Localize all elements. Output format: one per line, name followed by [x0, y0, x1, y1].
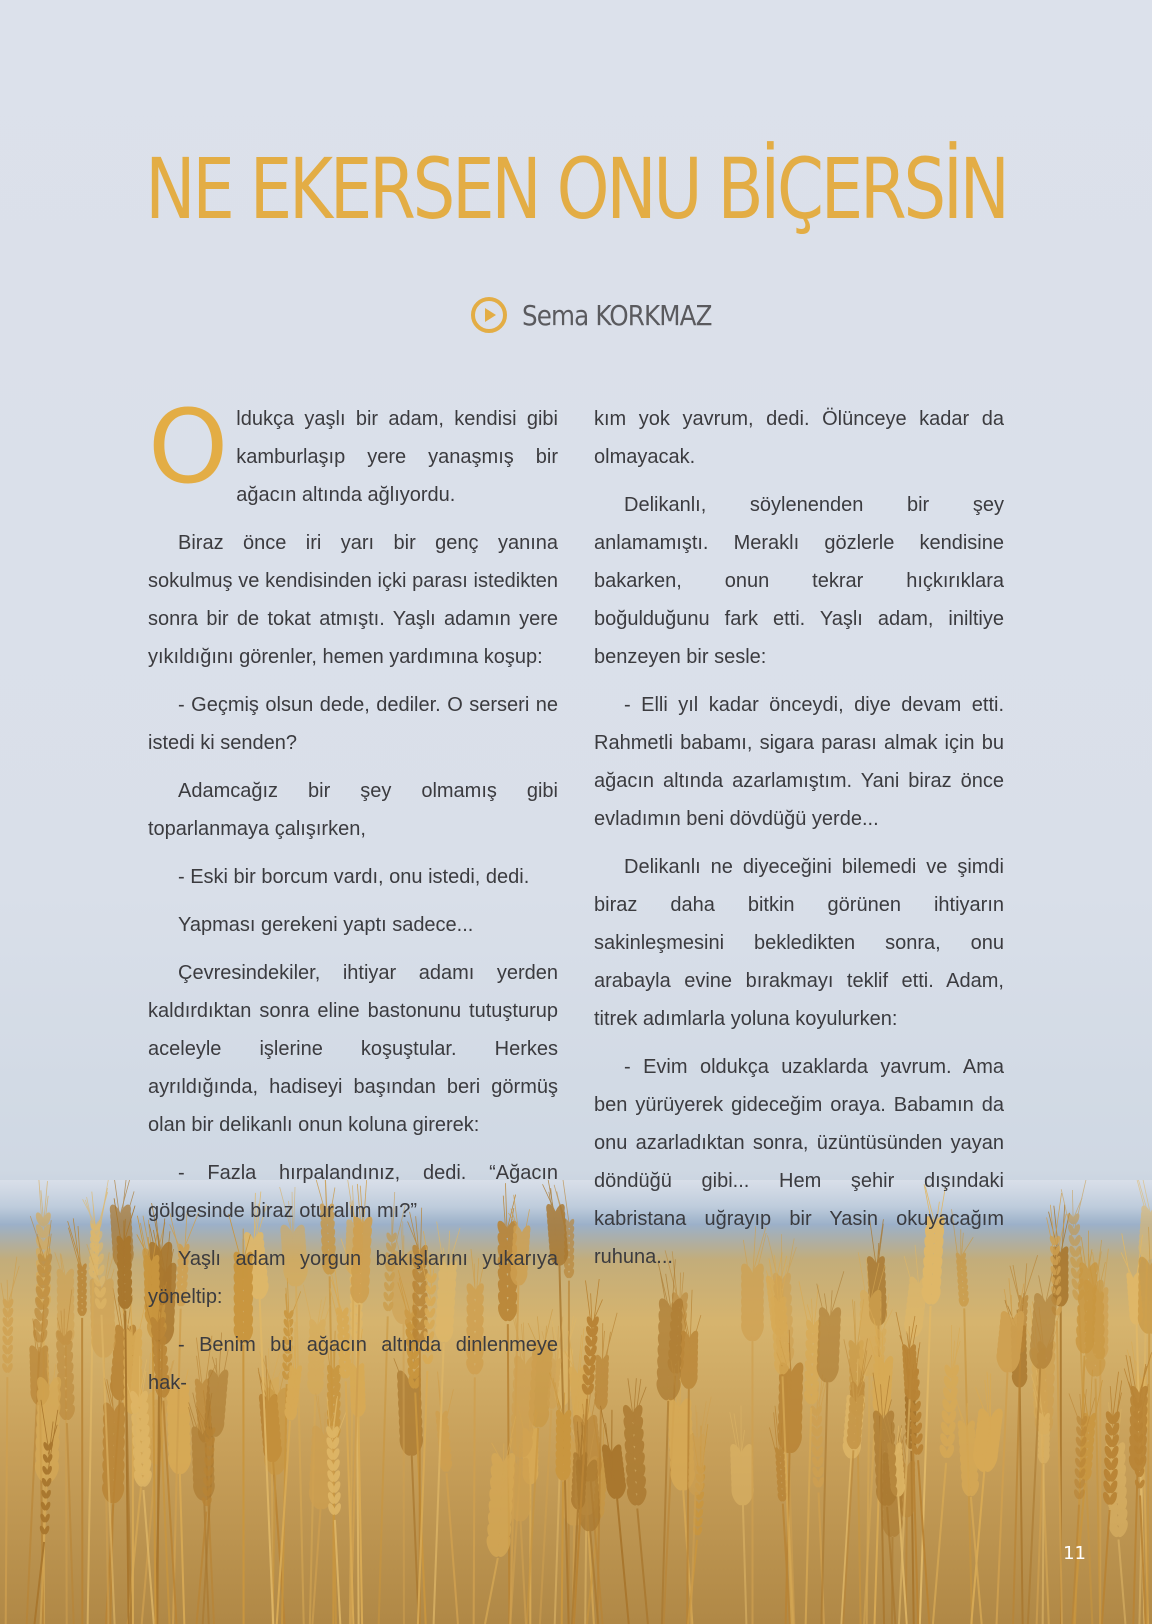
play-circle-icon — [470, 296, 508, 334]
first-paragraph — [148, 388, 558, 514]
paragraph: Yaşlı adam yorgun bakışlarını yukarıya yöneltip: — [148, 1248, 558, 1308]
wheat-stalk — [933, 1325, 961, 1624]
paragraph: - Eski bir borcum vardı, onu istedi, dedi. — [178, 866, 530, 888]
paragraph: - Geçmiş olsun dede, dediler. O serseri ne istedi ki senden? — [148, 694, 558, 754]
paragraph: Delikanlı, söylenenden bir şey anlamamıştı. Meraklı gözlerle kendisine bakarken, onun tekrar hıçkırıklara boğulduğunu fark etti. Yaşlı adam, iniltiye benzeyen bir sesle: — [594, 494, 1004, 668]
paragraph: Biraz önce iri yarı bir genç yanına sokulmuş ve kendisinden içki parası istedikten sonra bir de tokat atmıştı. Yaşlı adamın yere yıkıldığını görenler, hemen yardımına koşup: — [148, 532, 558, 668]
author-byline — [470, 296, 738, 334]
paragraph: Adamcağız bir şey olmamış gibi toparlanmaya çalışırken, — [148, 780, 558, 840]
page-number: 11 — [1063, 1543, 1086, 1564]
paragraph: - Fazla hırpalandınız, dedi. “Ağacın gölgesinde biraz oturalım mı?” — [148, 1162, 558, 1222]
drop-cap: O — [148, 388, 229, 507]
paragraph: Çevresindekiler, ihtiyar adamı yerden kaldırdıktan sonra eline bastonunu tutuşturup aceleyle işlerine koşuştular. Herkes ayrıldığında, hadiseyi başından beri görmüş olan bir delikanlı onun koluna girerek: — [148, 962, 558, 1136]
wheat-stalk — [600, 1406, 629, 1624]
text-column-left — [148, 388, 558, 1412]
first-paragraph-text: ldukça yaşlı bir adam, kendisi gibi kamburlaşıp yere yanaşmış bir ağacın altında ağlıyordu. — [236, 408, 558, 506]
paragraph: Yapması gerekeni yaptı sadece... — [178, 914, 474, 936]
paragraph: - Elli yıl kadar önceydi, diye devam etti. Rahmetli babamı, sigara parası almak için bu ağacın altında azarlamıştım. Yani biraz önce evladımın beni dövdüğü yerde... — [594, 694, 1004, 830]
wheat-stalk — [970, 1372, 1005, 1624]
wheat-stalk — [1, 1257, 19, 1624]
text-column-right — [594, 400, 1004, 1286]
article-title: NE EKERSEN ONU BİÇERSİN — [145, 140, 1007, 238]
paragraph: Delikanlı ne diyeceğini bilemedi ve şimdi biraz daha bitkin görünen ihtiyarın sakinleşmesini bekledikten sonra, onu arabayla evine bırakmayı teklif etti. Adam, titrek adımlarla yoluna koyulurken: — [594, 856, 1004, 1030]
paragraph: - Benim bu ağacın altında dinlenmeye hak- — [148, 1334, 558, 1394]
paragraph-continuation: kım yok yavrum, dedi. Ölünceye kadar da olmayacak. — [594, 408, 1004, 468]
paragraph: - Evim oldukça uzaklarda yavrum. Ama ben yürüyerek gideceğim oraya. Babamın da onu azarladıktan sonra, üzüntüsünden yayan döndüğü gibi... Hem şehir dışındaki kabristana uğrayıp bir Yasin okuyacağım ruhuna... — [594, 1056, 1004, 1268]
author-name: Sema KORKMAZ — [522, 298, 712, 332]
